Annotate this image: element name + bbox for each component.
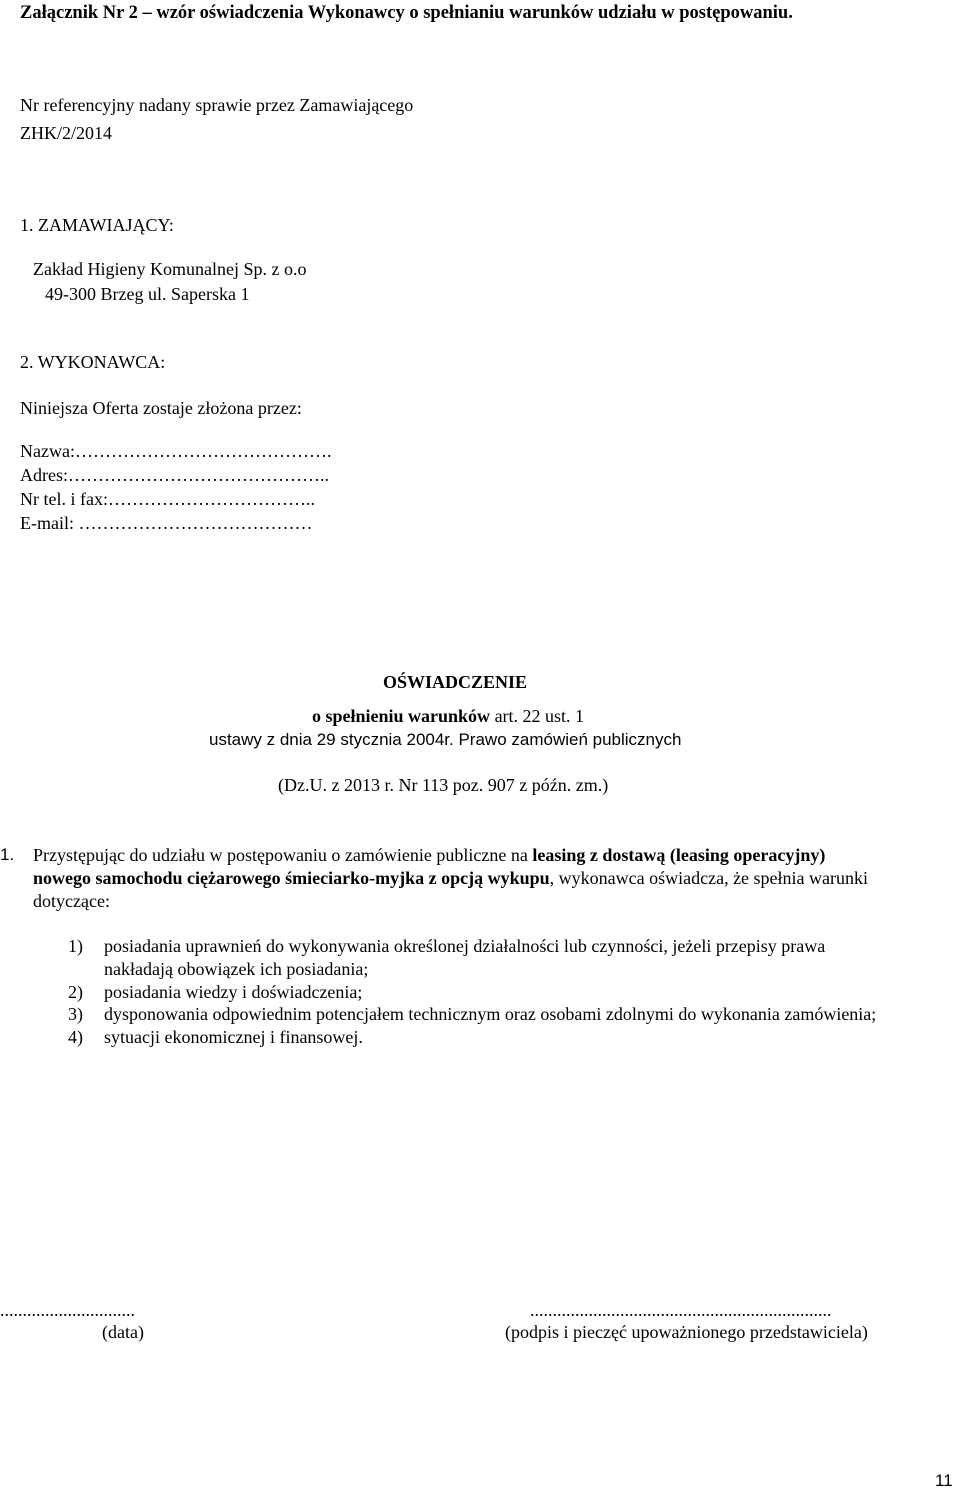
body-line-1-subject: leasing z dostawą (leasing operacyjny) — [532, 845, 826, 865]
statement-subtitle-bold: o spełnieniu warunków — [312, 706, 491, 726]
statement-subtitle-3: (Dz.U. z 2013 r. Nr 113 poz. 907 z późn. zm.) — [278, 775, 609, 795]
body-line-2-subject: nowego samochodu ciężarowego śmieciarko-myjka z opcją wykupu — [33, 868, 550, 888]
statement-subtitle-2: ustawy z dnia 29 stycznia 2004r. Prawo zamówień publicznych — [209, 730, 682, 749]
zamawiajacy-name: Zakład Higieny Komunalnej Sp. z o.o — [33, 259, 307, 279]
page-number: 11 — [935, 1471, 953, 1490]
representative-signature-line: ................................................................... — [530, 1300, 832, 1320]
reference-label: Nr referencyjny nadany sprawie przez Zamawiającego — [20, 95, 414, 115]
statement-subtitle-1 — [312, 706, 584, 728]
field-tel-fax: Nr tel. i fax:…………………………….. — [20, 489, 315, 509]
body-number: 1. — [0, 845, 15, 864]
body-line-2-text: , wykonawca oświadcza, że spełnia warunki — [549, 868, 869, 888]
body-line-2 — [33, 868, 868, 890]
document-header-title: Załącznik Nr 2 – wzór oświadczenia Wykonawcy o spełnianiu warunków udziału w postępowaniu. — [20, 3, 793, 23]
condition-3-text: dysponowania odpowiednim potencjałem technicznym oraz osobami zdolnymi do wykonania zamówienia; — [104, 1004, 877, 1024]
condition-1-text-continued: nakładają obowiązek ich posiadania; — [104, 959, 369, 979]
condition-2-number: 2) — [68, 982, 83, 1002]
condition-2-text: posiadania wiedzy i doświadczenia; — [104, 982, 363, 1002]
statement-subtitle-article: art. 22 ust. 1 — [490, 706, 585, 726]
condition-4-text: sytuacji ekonomicznej i finansowej. — [104, 1027, 363, 1047]
body-line-1 — [33, 845, 825, 867]
representative-signature-label: (podpis i pieczęć upoważnionego przedstawiciela) — [505, 1322, 868, 1342]
wykonawca-heading: 2. WYKONAWCA: — [20, 352, 166, 372]
zamawiajacy-heading: 1. ZAMAWIAJĄCY: — [20, 215, 174, 235]
field-email: E-mail: ………………………………… — [20, 513, 313, 533]
date-label: (data) — [102, 1322, 144, 1342]
condition-4-number: 4) — [68, 1027, 83, 1047]
field-adres: Adres:…………………………………….. — [20, 465, 329, 485]
condition-3-number: 3) — [68, 1004, 83, 1024]
date-signature-line: .............................. — [0, 1300, 135, 1320]
body-line-1-text: Przystępując do udziału w postępowaniu o zamówienie publiczne na — [33, 845, 533, 865]
zamawiajacy-address: 49-300 Brzeg ul. Saperska 1 — [45, 284, 250, 304]
condition-1-number: 1) — [68, 936, 83, 956]
statement-title: OŚWIADCZENIE — [383, 672, 528, 692]
condition-1-text: posiadania uprawnień do wykonywania określonej działalności lub czynności, jeżeli przepisy prawa — [104, 936, 826, 956]
field-nazwa: Nazwa:……………………………………. — [20, 441, 332, 461]
wykonawca-intro: Niniejsza Oferta zostaje złożona przez: — [20, 398, 302, 418]
reference-number: ZHK/2/2014 — [20, 123, 112, 143]
body-line-3: dotyczące: — [33, 891, 110, 911]
